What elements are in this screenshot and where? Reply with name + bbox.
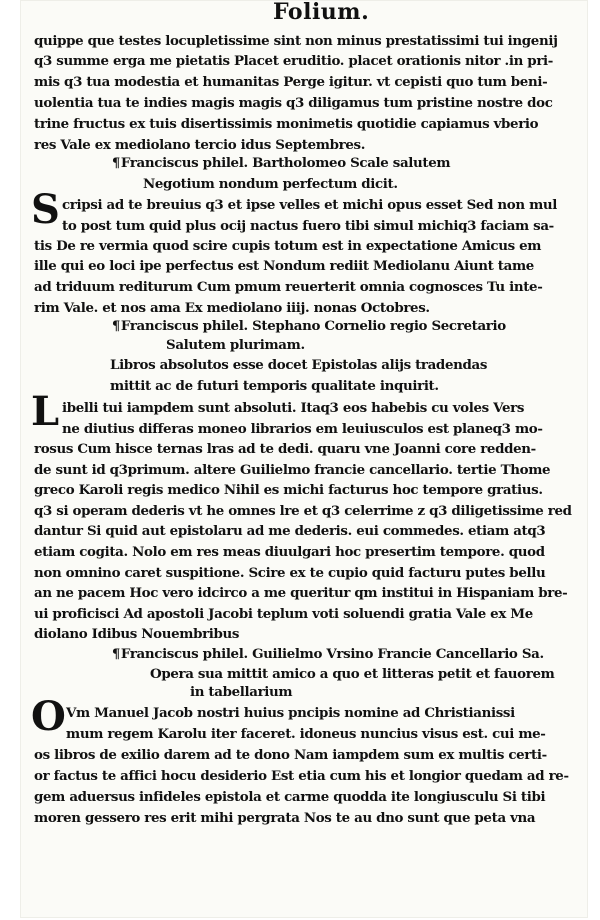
paragraph-mark-icon: ¶	[112, 647, 120, 662]
letter-summary: mittit ac de futuri temporis qualitate inquirit.	[110, 378, 439, 394]
text-line: diolano Idibus Nouembribus	[34, 626, 240, 642]
initial-S: S	[31, 186, 60, 233]
text-line: ui proficisci Ad apostoli Jacobi teplum voti soluendi gratia Vale ex Me	[34, 606, 533, 622]
text-line: res Vale ex mediolano tercio idus Septembres.	[34, 137, 366, 153]
letter-heading	[112, 646, 544, 663]
heading-text: Franciscus philel. Stephano Cornelio regio Secretario	[120, 318, 506, 334]
text-line: an ne pacem Hoc vero idcirco a me queritur qm institui in Hispaniam bre-	[34, 585, 568, 601]
text-line: cripsi ad te breuius q3 et ipse velles et michi opus esset Sed non mul	[62, 197, 558, 213]
text-line: moren gessero res erit mihi pergrata Nos te au dno sunt que peta vna	[34, 810, 536, 826]
text-line: uolentia tua te indies magis magis q3 diligamus tum pristine nostre doc	[34, 95, 553, 111]
letter-heading	[112, 318, 506, 335]
text-line: q3 summe erga me pietatis Placet eruditio. placet orationis nitor .in pri-	[34, 53, 553, 69]
page-title: Folium.	[273, 0, 370, 25]
text-line: Vm Manuel Jacob nostri huius pncipis nomine ad Christianissi	[66, 705, 515, 721]
text-line: non omnino caret suspitione. Scire ex te cupio quid facturu putes bellu	[34, 565, 546, 581]
letter-salutation: Salutem plurimam.	[166, 337, 305, 353]
text-block	[20, 0, 588, 918]
heading-text: Franciscus philel. Guilielmo Vrsino Francie Cancellario Sa.	[120, 646, 544, 662]
text-line: ad triduum rediturum Cum pmum reuerterit omnia cognosces Tu inte-	[34, 279, 543, 295]
text-line: to post tum quid plus ocij nactus fuero tibi simul michiq3 faciam sa-	[62, 218, 554, 234]
text-line: rosus Cum hisce ternas lras ad te dedi. quaru vne Joanni core redden-	[34, 441, 536, 457]
text-line: ne diutius differas moneo librarios em leuiusculos est planeq3 mo-	[62, 421, 543, 437]
letter-summary: Libros absolutos esse docet Epistolas alijs tradendas	[110, 357, 488, 373]
text-line: os libros de exilio darem ad te dono Nam iampdem sum ex multis certi-	[34, 747, 547, 763]
heading-text: Franciscus philel. Bartholomeo Scale salutem	[120, 155, 451, 171]
letter-summary: Negotium nondum perfectum dicit.	[143, 176, 398, 192]
text-line: rim Vale. et nos ama Ex mediolano iiij. nonas Octobres.	[34, 300, 430, 316]
initial-L: L	[31, 388, 60, 435]
text-line: q3 si operam dederis vt he omnes lre et q3 celerrime z q3 diligetissime red	[34, 503, 572, 519]
text-line: ille qui eo loci ipe perfectus est Nondum rediit Mediolanu Aiunt tame	[34, 258, 534, 274]
text-line: etiam cogita. Nolo em res meas diuulgari hoc presertim tempore. quod	[34, 544, 545, 560]
text-line: mis q3 tua modestia et humanitas Perge igitur. vt cepisti quo tum beni-	[34, 74, 548, 90]
text-line: ibelli tui iampdem sunt absoluti. Itaq3 eos habebis cu voles Vers	[62, 400, 525, 416]
letter-summary: Opera sua mittit amico a quo et litteras petit et fauorem	[150, 666, 555, 682]
text-line: quippe que testes locupletissime sint non minus prestatissimi tui ingenij	[34, 33, 558, 49]
text-line: dantur Si quid aut epistolaru ad me dederis. eui commedes. etiam atq3	[34, 523, 546, 539]
text-line: tis De re vermia quod scire cupis totum est in expectatione Amicus em	[34, 238, 542, 254]
text-line: mum regem Karolu iter faceret. idoneus nuncius visus est. cui me-	[66, 726, 546, 742]
book-page	[20, 0, 588, 918]
paragraph-mark-icon: ¶	[112, 319, 120, 334]
text-line: or factus te affici hocu desiderio Est etia cum his et longior quedam ad re-	[34, 768, 569, 784]
letter-summary: in tabellarium	[190, 684, 293, 700]
letter-heading	[112, 155, 450, 172]
text-line: gem aduersus infideles epistola et carme quodda ite longiusculu Si tibi	[34, 789, 546, 805]
initial-O: O	[31, 693, 66, 740]
text-line: trine fructus ex tuis disertissimis monimetis quotidie capiamus vberio	[34, 116, 539, 132]
text-line: greco Karoli regis medico Nihil es michi facturus hoc tempore gratius.	[34, 482, 543, 498]
text-line: de sunt id q3primum. altere Guilielmo francie cancellario. tertie Thome	[34, 462, 551, 478]
paragraph-mark-icon: ¶	[112, 156, 120, 171]
